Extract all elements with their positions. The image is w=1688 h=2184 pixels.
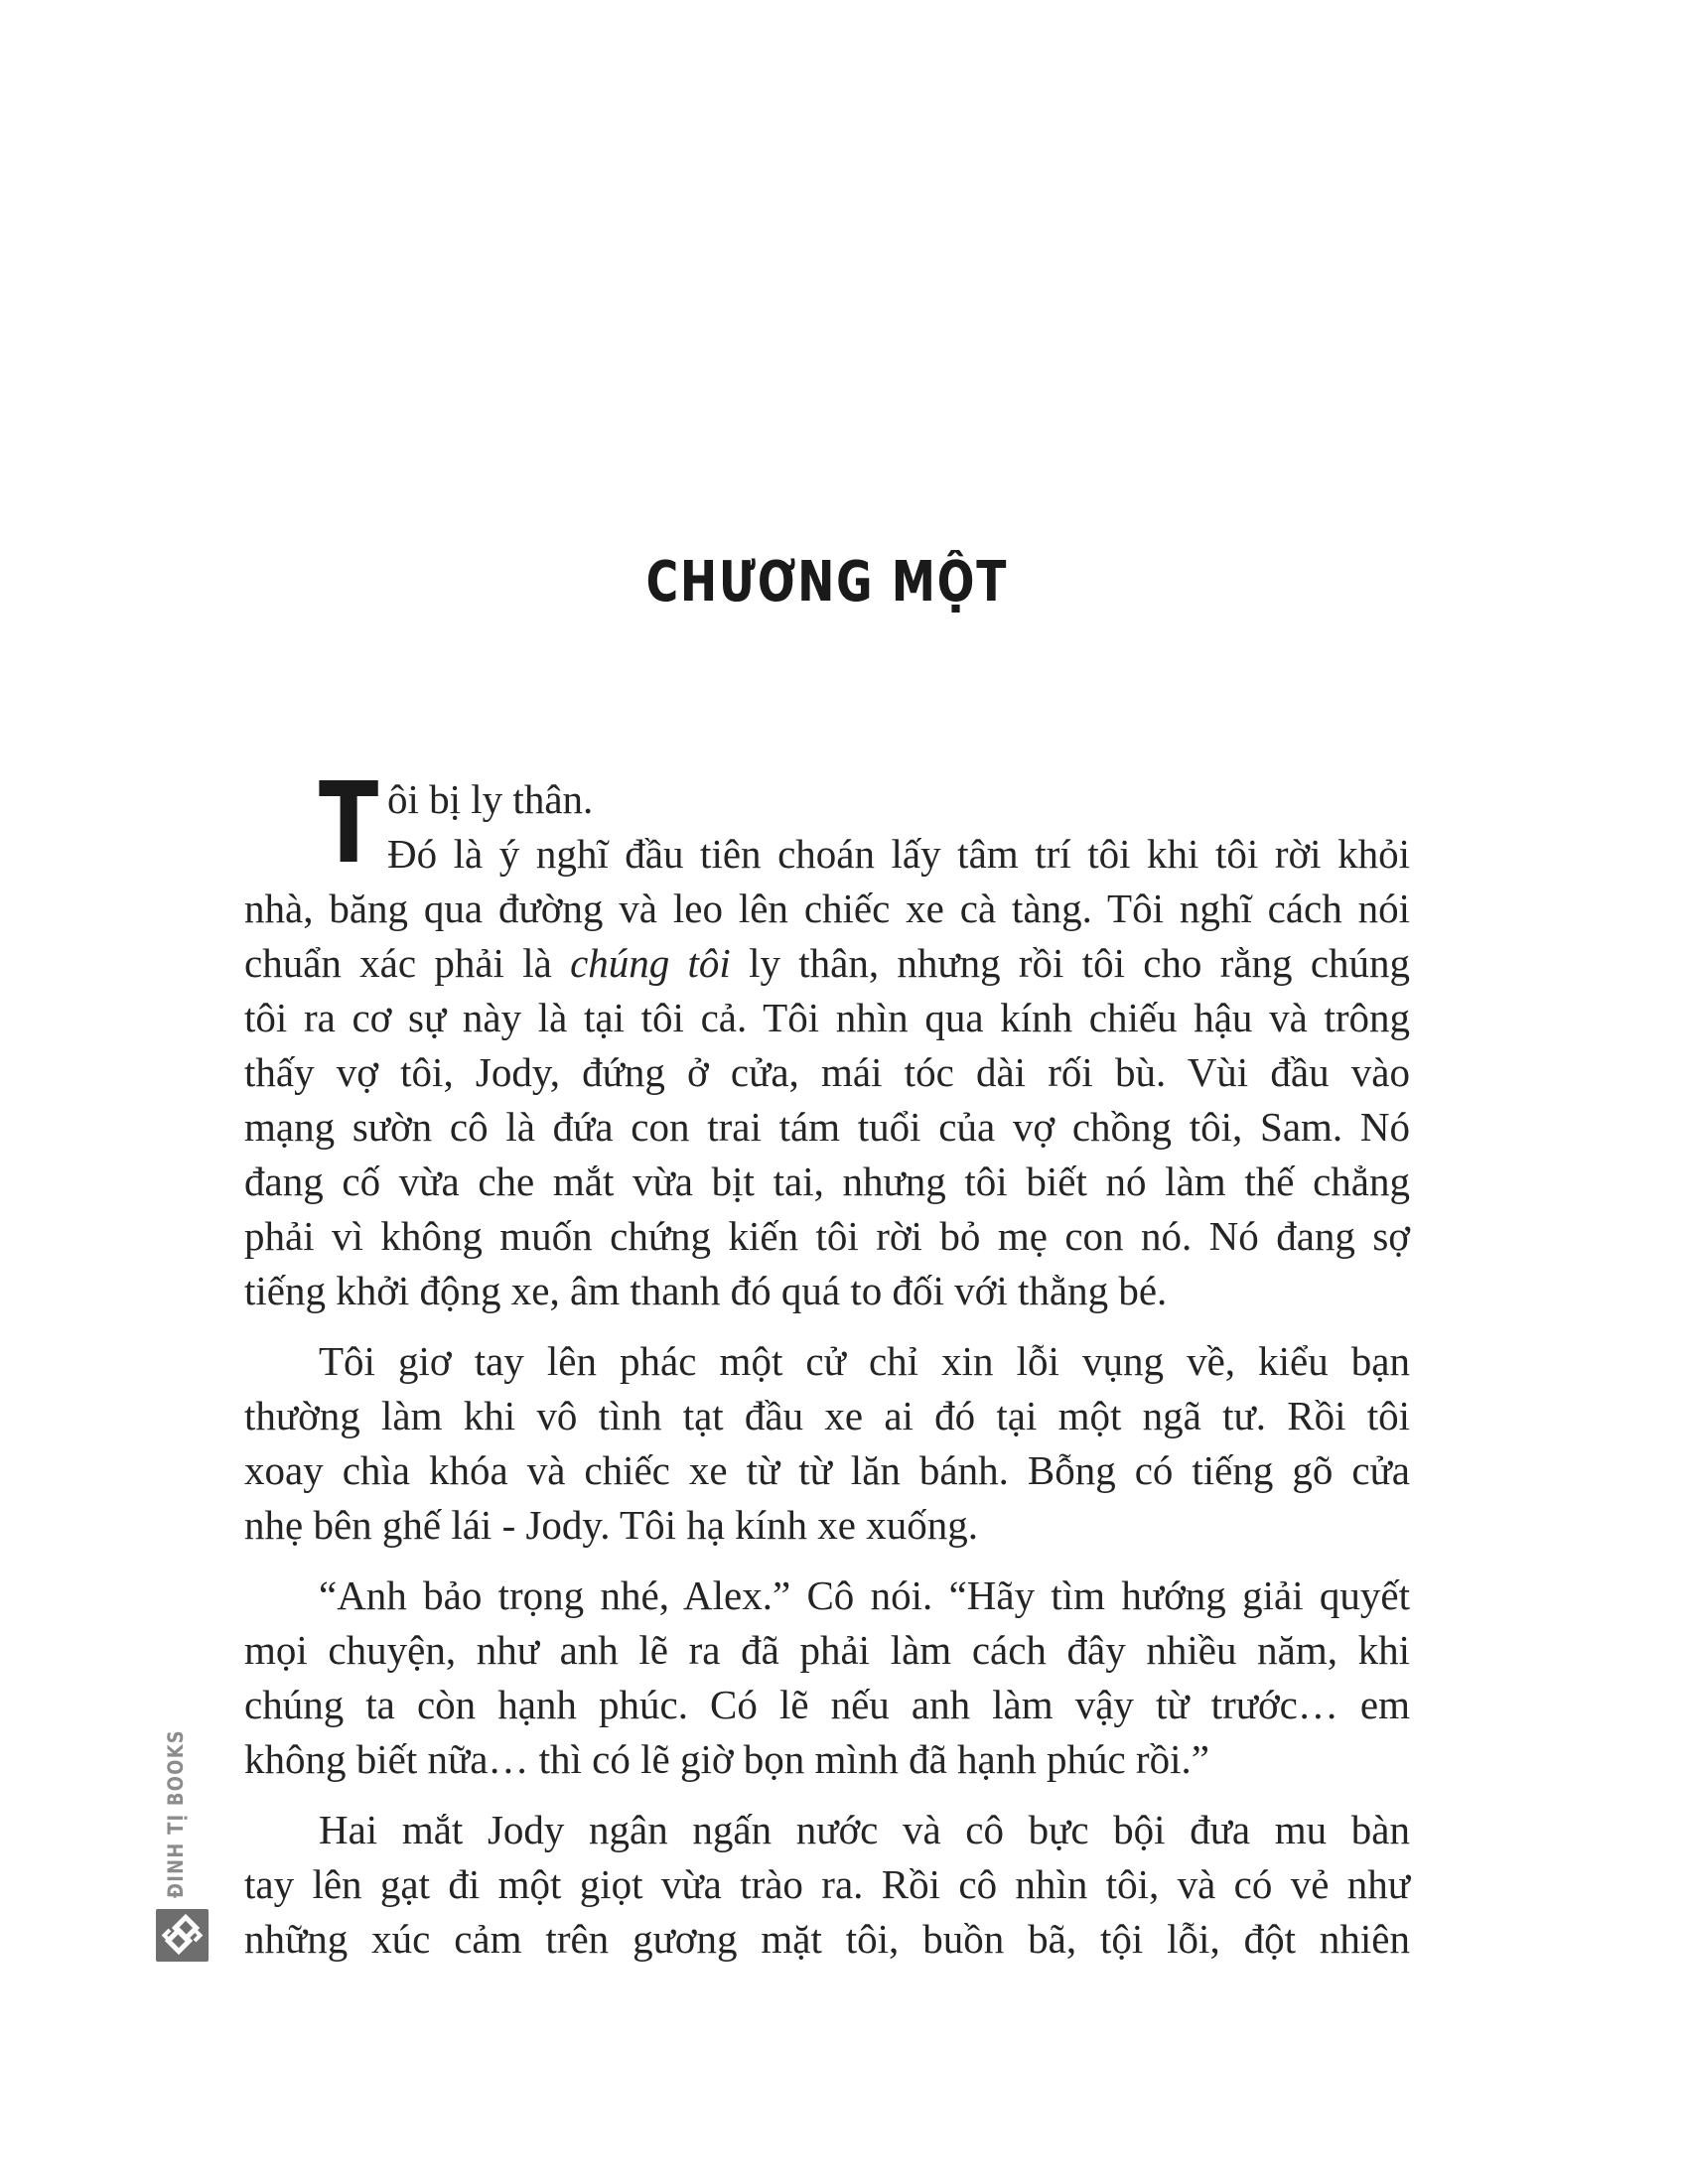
text-line: tay lên gạt đi một giọt vừa trào ra. Rồi cô nhìn tôi, và có vẻ như xyxy=(244,1861,1410,1907)
text-line: Tôi giơ tay lên phác một cử chỉ xin lỗi vụng về, kiểu bạn xyxy=(319,1338,1410,1384)
text-line: ôi bị ly thân. xyxy=(387,776,594,822)
text-line: nhẹ bên ghế lái - Jody. Tôi hạ kính xe xuống. xyxy=(244,1502,979,1548)
text-line: không biết nữa… thì có lẽ giờ bọn mình đã hạnh phúc rồi.” xyxy=(244,1736,1209,1782)
body-text xyxy=(244,759,1411,1967)
text-line: thấy vợ tôi, Jody, đứng ở cửa, mái tóc dài rối bù. Vùi đầu vào xyxy=(244,1049,1410,1095)
text-line: chúng ta còn hạnh phúc. Có lẽ nếu anh làm vậy từ trước… em xyxy=(244,1682,1410,1727)
paragraph xyxy=(244,1334,1410,1553)
publisher-logo-icon xyxy=(156,1909,209,1962)
text-line: đang cố vừa che mắt vừa bịt tai, nhưng tôi biết nó làm thế chẳng xyxy=(244,1159,1410,1204)
paragraph xyxy=(244,759,1411,1318)
publisher-name: ĐINH TỊ BOOKS xyxy=(164,1729,188,1898)
text-line: tôi ra cơ sự này là tại tôi cả. Tôi nhìn qua kính chiếu hậu và trông xyxy=(244,995,1410,1040)
text-line: mọi chuyện, như anh lẽ ra đã phải làm cách đây nhiều năm, khi xyxy=(244,1627,1410,1673)
text-line: thường làm khi vô tình tạt đầu xe ai đó tại một ngã tư. Rồi tôi xyxy=(244,1393,1410,1438)
text-line: chuẩn xác phải là chúng tôi ly thân, nhưng rồi tôi cho rằng chúng xyxy=(244,940,1411,986)
text-line: Hai mắt Jody ngân ngấn nước và cô bực bội đưa mu bàn xyxy=(319,1807,1410,1852)
text-line: phải vì không muốn chứng kiến tôi rời bỏ mẹ con nó. Nó đang sợ xyxy=(244,1213,1410,1259)
text-line: Đó là ý nghĩ đầu tiên choán lấy tâm trí tôi khi tôi rời khỏi xyxy=(387,831,1410,877)
chapter-title: CHƯƠNG MỘT xyxy=(645,550,1009,614)
text-line: xoay chìa khóa và chiếc xe từ từ lăn bánh. Bỗng có tiếng gõ cửa xyxy=(244,1447,1410,1493)
text-line: tiếng khởi động xe, âm thanh đó quá to đối với thằng bé. xyxy=(244,1268,1168,1313)
paragraph xyxy=(244,1569,1410,1787)
drop-cap: T xyxy=(319,759,378,888)
text-line: “Anh bảo trọng nhé, Alex.” Cô nói. “Hãy tìm hướng giải quyết xyxy=(319,1572,1410,1618)
text-line: nhà, băng qua đường và leo lên chiếc xe cà tàng. Tôi nghĩ cách nói xyxy=(244,886,1410,931)
text-line: những xúc cảm trên gương mặt tôi, buồn bã, tội lỗi, đột nhiên xyxy=(244,1916,1410,1962)
text-line: mạng sườn cô là đứa con trai tám tuổi của vợ chồng tôi, Sam. Nó xyxy=(244,1104,1410,1150)
paragraph xyxy=(244,1803,1410,1967)
